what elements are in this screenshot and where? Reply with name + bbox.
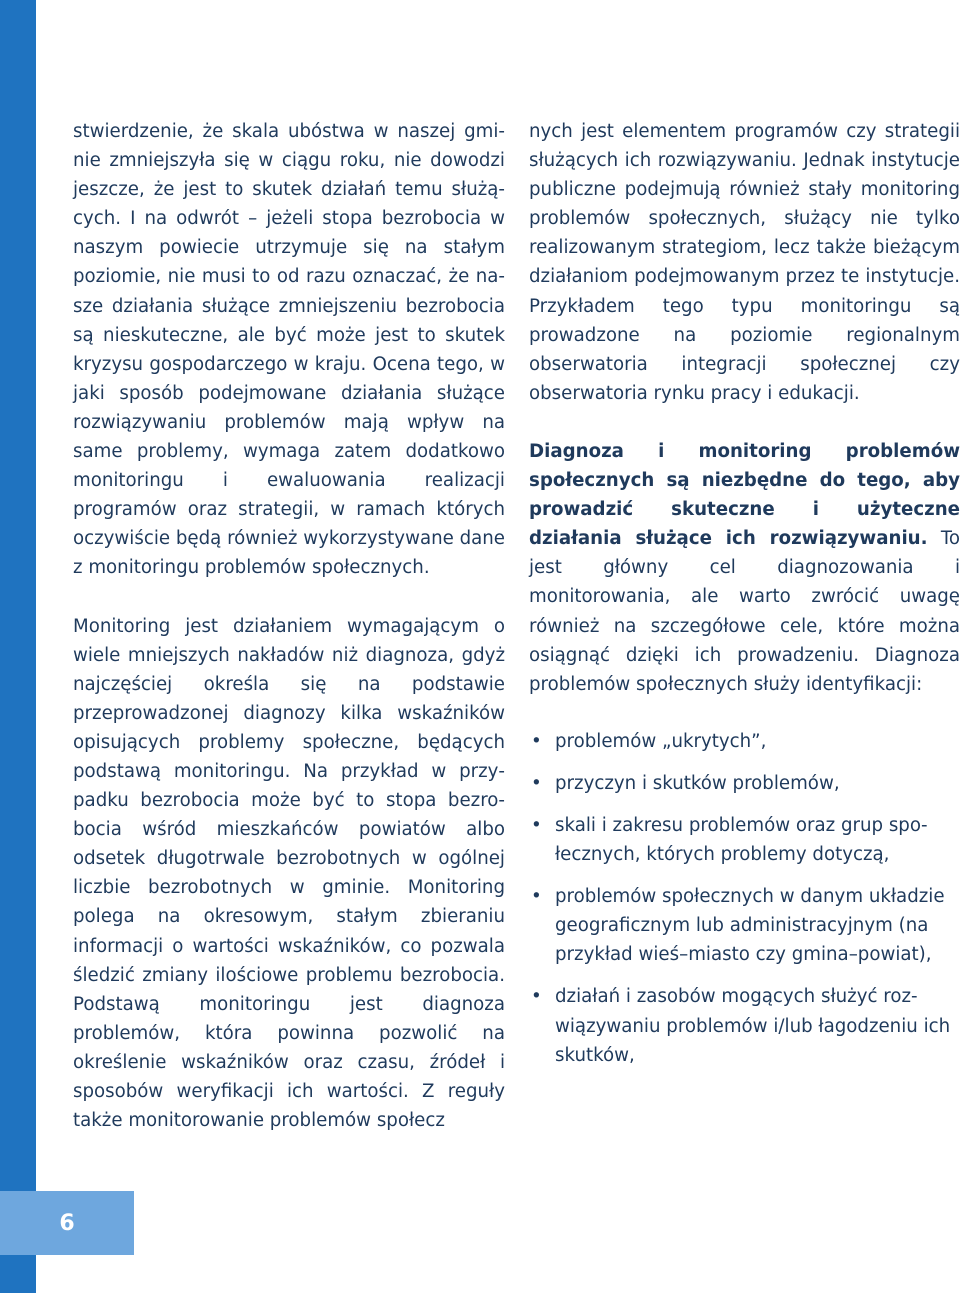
right-paragraph-2-bold: Diagnoza i monitoring problemów społecznych są niezbędne do tego, aby prowadzić skuteczne i użyteczne działania służące ich rozwiązywaniu. xyxy=(529,440,960,550)
bullet-icon: • xyxy=(531,886,542,908)
bullet-icon: • xyxy=(531,814,542,836)
right-paragraph-1: nych jest elementem programów czy strategii służących ich rozwiązywaniu. Jednak instytucje publiczne podejmują również stały monitoring problemów społecznych, służący nie tylko realizowanym strategiom, lecz także bieżącym działaniom podejmowanym przez te instytucje. Przykładem tego typu monitoringu są prowadzone na poziomie regionalnym obserwatoria integracji społecznej czy obserwatoria rynku pracy i edukacji. xyxy=(529,121,960,404)
list-item-text: problemów „ukrytych”, xyxy=(555,730,767,752)
bullet-icon: • xyxy=(531,730,542,752)
left-paragraph-1: stwierdzenie, że skala ubóstwa w naszej gminie zmniejszyła się w ciągu roku, nie dowodzi jeszcze, że jest to skutek działań temu służących. I na odwrót – jeżeli stopa bezrobocia w naszym powiecie utrzymuje się na stałym poziomie, nie musi to od razu oznaczać, że nasze działania służące zmniejszeniu bezrobocia są nieskuteczne, ale być może jest to skutek kryzysu gospodarczego w kraju. Ocena tego, w jaki sposób podejmowane działania służące rozwiązywaniu problemów mają wpływ na same problemy, wymaga zatem dodatkowo monitoringu i ewaluowania realizacji programów oraz strategii, w ramach których oczywiście będą również wykorzystywane dane z monitoringu problemów społecznych. xyxy=(73,121,505,579)
right-paragraph-2-rest: To jest główny cel diagnozowania i monitorowania, ale warto zwrócić uwagę również na szczegółowe cele, które można osiągnąć dzięki ich prowadzeniu. Diagnoza problemów społecznych służy identyfikacji: xyxy=(529,528,960,695)
list-item xyxy=(529,727,960,756)
bullet-icon: • xyxy=(531,772,542,794)
page-number-box xyxy=(0,1191,134,1255)
list-item xyxy=(529,769,960,798)
list-item xyxy=(529,982,960,1069)
list-item-text: działań i zasobów mogących służyć rozwiązywaniu problemów i/lub łagodzeniu ich skutków, xyxy=(555,986,951,1066)
list-item-text: przyczyn i skutków problemów, xyxy=(555,772,840,794)
left-margin-bar xyxy=(0,0,36,1293)
list-item-text: skali i zakresu problemów oraz grup społecznych, których problemy dotyczą, xyxy=(555,814,928,866)
list-item-text: problemów społecznych w danym układzie geograficznym lub administracyjnym (na przykład wieś–miasto czy gmina–powiat), xyxy=(555,886,945,966)
left-paragraph-2: Monitoring jest działaniem wymagającym o wiele mniejszych nakładów niż diagnoza, gdyż najczęściej określa się na podstawie przeprowadzonej diagnozy kilka wskaźników opisujących problemy społeczne, będących podstawą monitoringu. Na przykład w przypadku bezrobocia może być to stopa bezrobocia wśród mieszkańców powiatów albo odsetek długotrwale bezrobotnych w ogólnej liczbie bezrobotnych w gminie. Monitoring polega na okresowym, stałym zbieraniu informacji o wartości wskaźników, co pozwala śledzić zmiany ilościowe problemu bezrobocia. Podstawą monitoringu jest diagnoza problemów, która powinna pozwolić na określenie wskaźników oraz czasu, źródeł i sposobów weryfikacji ich wartości. Z reguły także monitorowanie problemów społecz xyxy=(73,615,505,1132)
right-paragraph-2 xyxy=(529,437,960,699)
list-item xyxy=(529,882,960,969)
right-column xyxy=(529,117,960,1083)
bullet-icon: • xyxy=(531,986,542,1008)
left-column xyxy=(73,117,505,1135)
list-item xyxy=(529,811,960,869)
page-number: 6 xyxy=(59,1210,75,1236)
identification-list xyxy=(529,727,960,1070)
